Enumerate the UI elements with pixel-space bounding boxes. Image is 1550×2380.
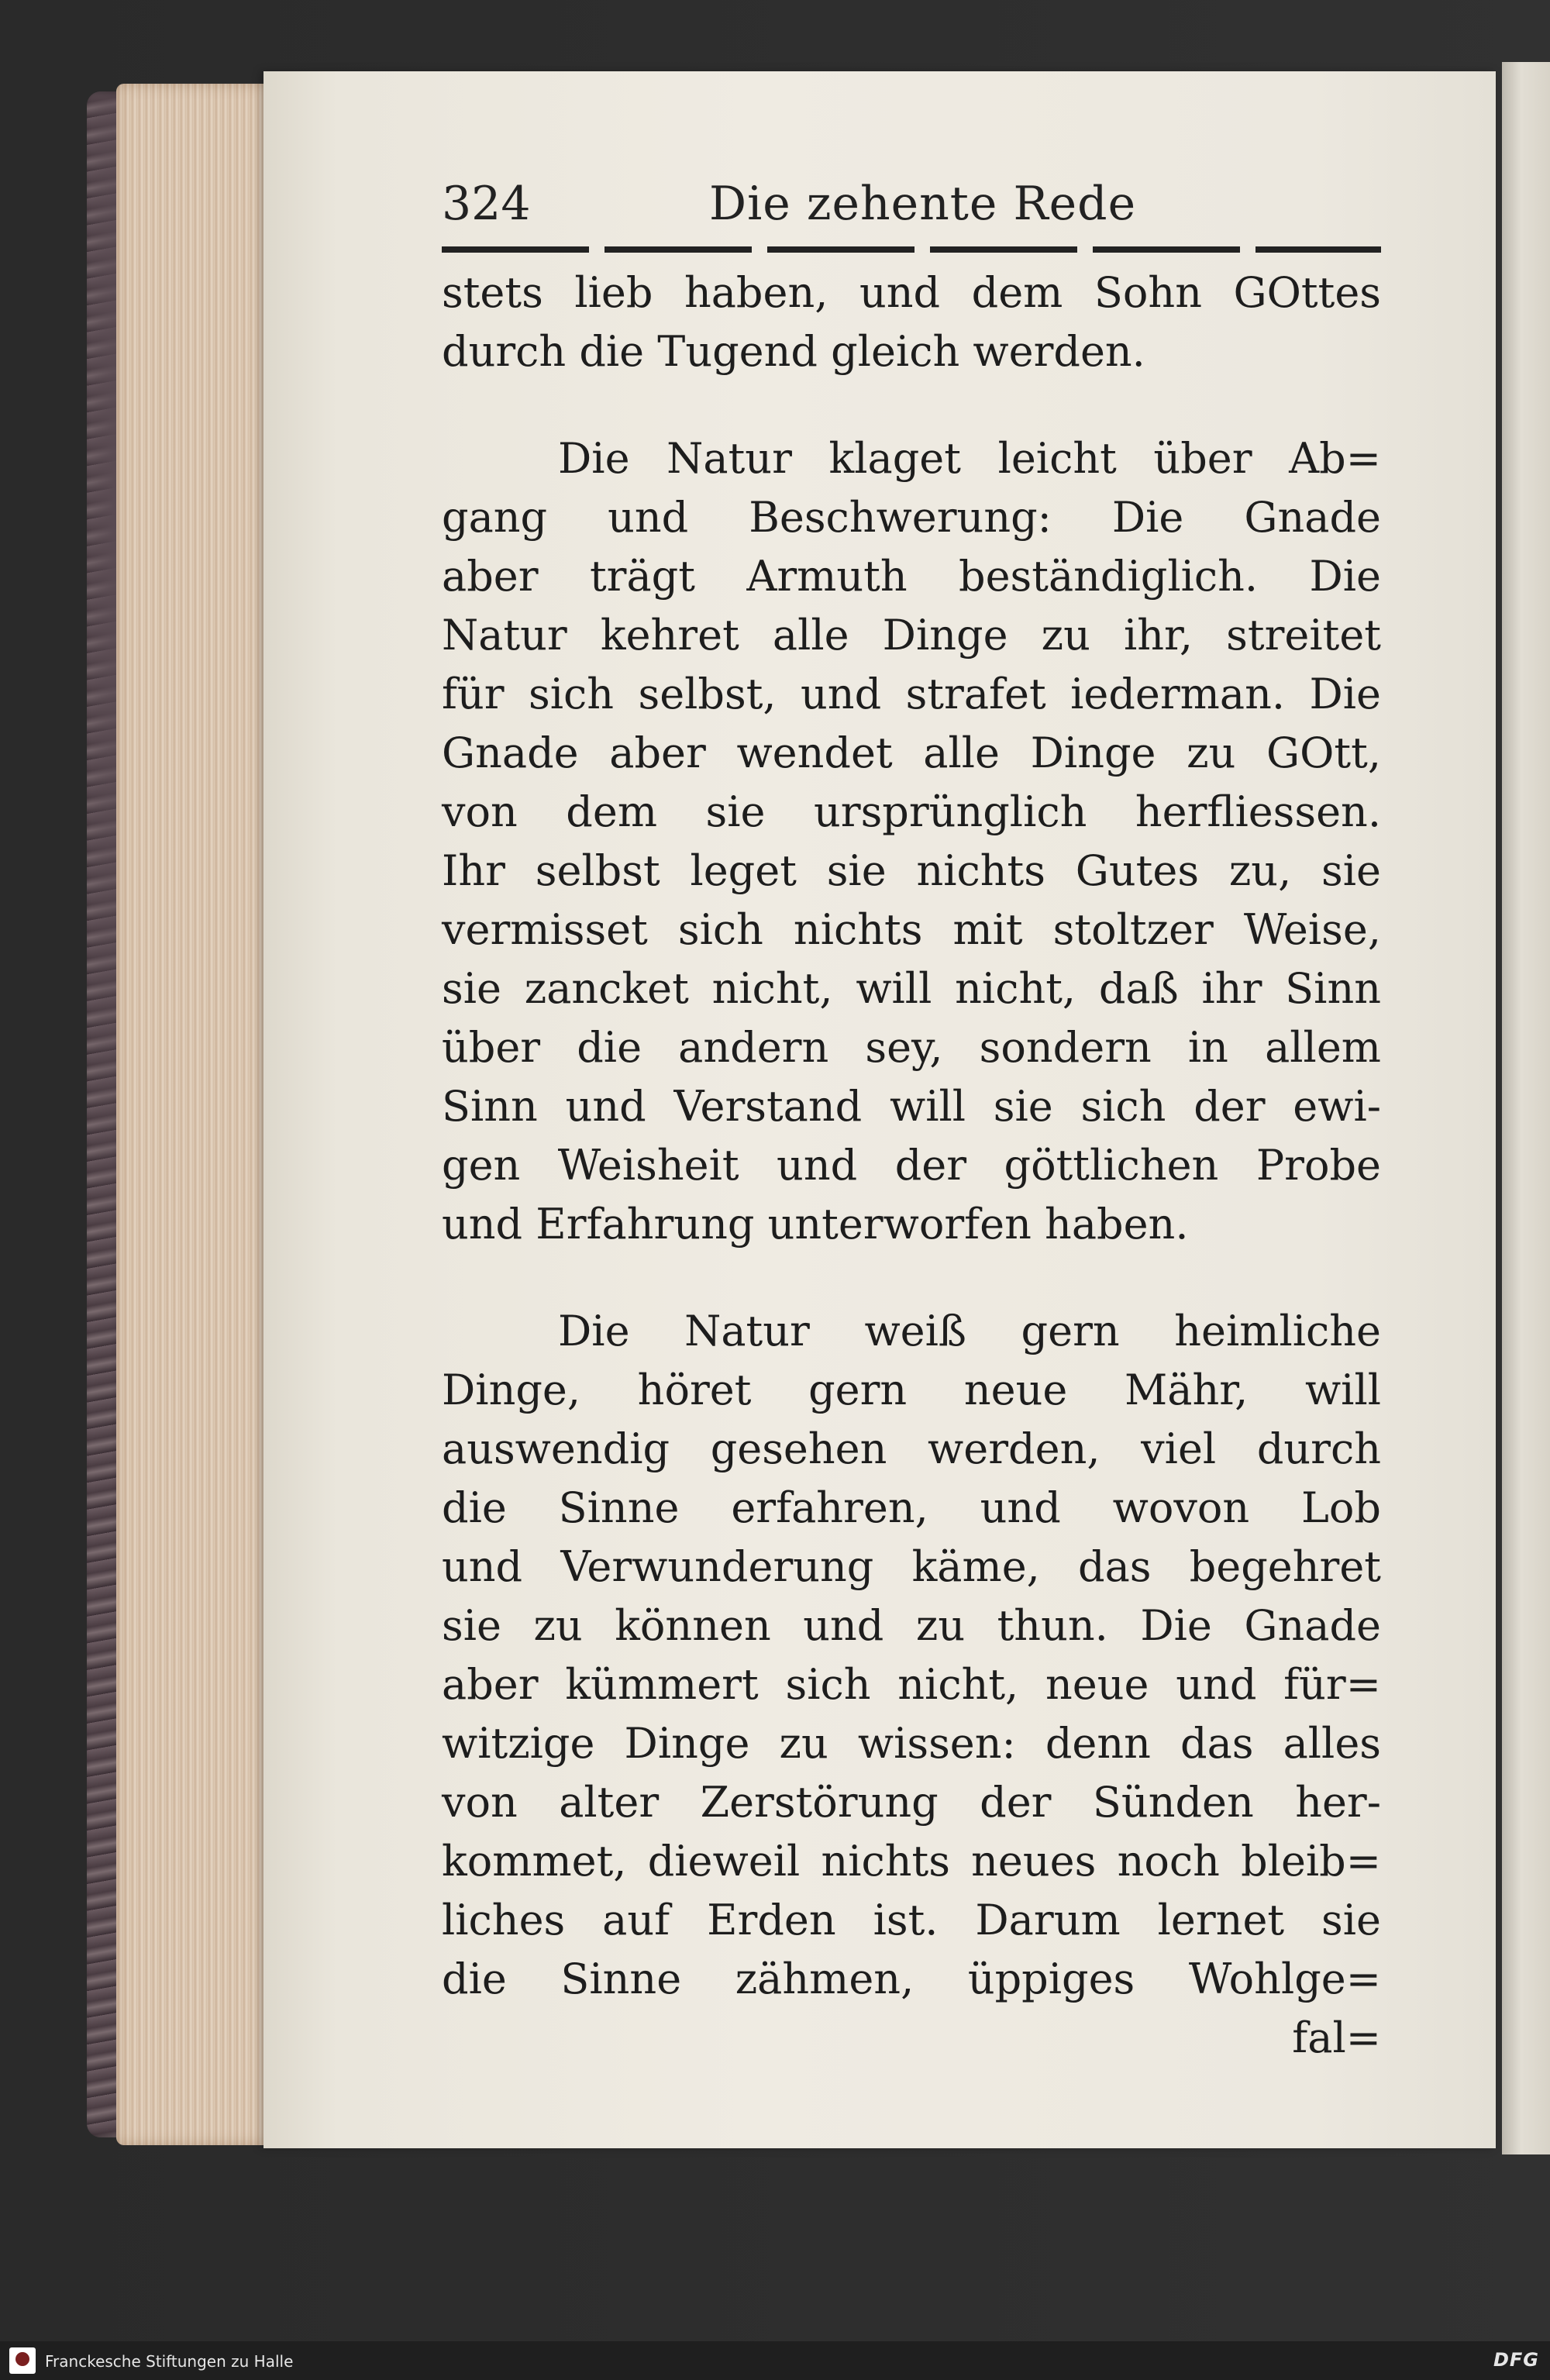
- text-line: die Sinne zähmen, üppiges Wohlge=: [442, 1955, 1381, 2003]
- header-rule: [442, 246, 1381, 253]
- page-header: [442, 177, 1381, 239]
- text-line: aber kümmert sich nicht, neue und für=: [442, 1660, 1381, 1709]
- paragraph-gap: [442, 1254, 1381, 1302]
- catchword: fal=: [1292, 2013, 1381, 2062]
- text-line: die Sinne erfahren, und wovon Lob: [442, 1483, 1381, 1532]
- text-line: witzige Dinge zu wissen: denn das alles: [442, 1719, 1381, 1768]
- paragraph-gap: [442, 381, 1381, 429]
- text-line: und Erfahrung unterworfen haben.: [442, 1200, 1189, 1249]
- page-number: 324: [442, 177, 531, 231]
- text-line: Sinn und Verstand will sie sich der ewi-: [442, 1082, 1381, 1131]
- text-line: aber trägt Armuth beständiglich. Die: [442, 552, 1381, 601]
- viewer-footer: [0, 2341, 1550, 2380]
- text-line: über die andern sey, sondern in allem: [442, 1023, 1381, 1072]
- dfg-badge: DFG: [1493, 2349, 1539, 2371]
- text-line: gang und Beschwerung: Die Gnade: [442, 493, 1381, 542]
- text-line: Gnade aber wendet alle Dinge zu GOtt,: [442, 728, 1381, 777]
- text-line: von alter Zerstörung der Sünden her-: [442, 1778, 1381, 1827]
- text-line: gen Weisheit und der göttlichen Probe: [442, 1141, 1381, 1190]
- footer-institution: Franckesche Stiftungen zu Halle: [45, 2352, 294, 2371]
- text-line: Natur kehret alle Dinge zu ihr, streitet: [442, 611, 1381, 660]
- running-title: Die zehente Rede: [709, 177, 1137, 231]
- text-block: [442, 263, 1381, 2068]
- text-line: stets lieb haben, und dem Sohn GOttes: [442, 268, 1381, 317]
- text-line: und Verwunderung käme, das begehret: [442, 1542, 1381, 1591]
- text-line: vermisset sich nichts mit stoltzer Weise,: [442, 905, 1381, 954]
- text-line: von dem sie ursprünglich herfliessen.: [442, 787, 1381, 836]
- text-line: Ihr selbst leget sie nichts Gutes zu, sie: [442, 846, 1381, 895]
- text-line: für sich selbst, und strafet iederman. Die: [442, 670, 1381, 718]
- text-line: liches auf Erden ist. Darum lernet sie: [442, 1896, 1381, 1944]
- page-edges: [116, 84, 271, 2145]
- text-line: sie zu können und zu thun. Die Gnade: [442, 1601, 1381, 1650]
- institution-logo-icon: [9, 2347, 36, 2374]
- text-line: sie zancket nicht, will nicht, daß ihr Sinn: [442, 964, 1381, 1013]
- text-line: Die Natur weiß gern heimliche: [558, 1307, 1381, 1355]
- facing-page: [1502, 62, 1550, 2154]
- text-line: kommet, dieweil nichts neues noch bleib=: [442, 1837, 1381, 1886]
- text-line: auswendig gesehen werden, viel durch: [442, 1424, 1381, 1473]
- text-line: durch die Tugend gleich werden.: [442, 327, 1145, 376]
- text-line: Die Natur klaget leicht über Ab=: [558, 434, 1381, 483]
- text-line: Dinge, höret gern neue Mähr, will: [442, 1366, 1381, 1414]
